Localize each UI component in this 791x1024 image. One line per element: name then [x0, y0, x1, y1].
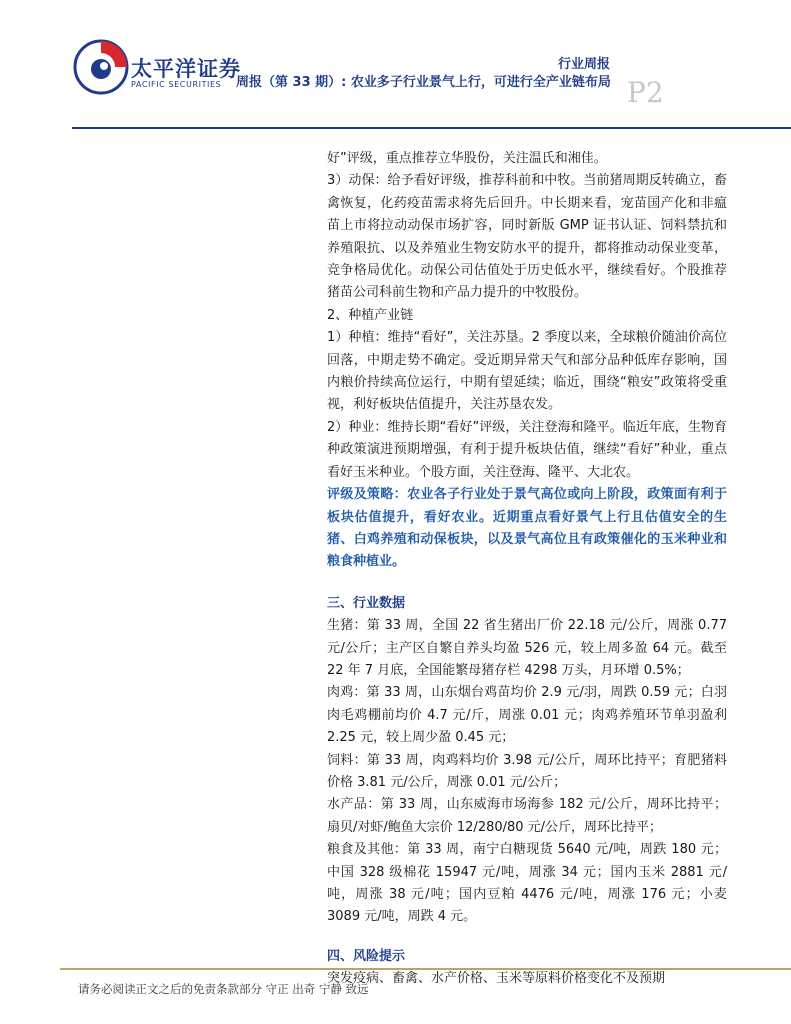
report-title: 周报（第 33 期）: 农业多子行业景气上行，可进行全产业链布局: [236, 75, 611, 90]
rating-strategy: 评级及策略：农业各子行业处于景气高位或向上阶段，政策面有利于板块估值提升，看好农业。近期重点看好景气上行且估值安全的生猪、白鸡养殖和动保板块，以及景气高位且有政策催化的玉米种业和粮食种植业。: [327, 487, 727, 570]
paragraph-planting: 1）种植：维持“看好”，关注苏垦。2 季度以来，全球粮价随油价高位回落，中期走势不确定。受近期异常天气和部分品种低库存影响，国内粮价持续高位运行，中期有望延续；临近，围绕“粮安”政策将受重视，利好板块估值提升，关注苏垦农发。: [327, 330, 727, 413]
brand-name-en: PACIFIC SECURITIES: [131, 80, 222, 89]
footer-divider: [60, 968, 791, 970]
footer: [78, 981, 369, 997]
paragraph-poultry-rating: 好”评级，重点推荐立华股份，关注温氏和湘佳。: [327, 151, 607, 166]
page-number: P2: [627, 76, 664, 109]
disclaimer-note: 请务必阅读正文之后的免责条款部分: [78, 982, 262, 996]
brand-name-cn: 太平洋证券: [131, 57, 241, 81]
data-hog: 生猪：第 33 周，全国 22 省生猪出厂价 22.18 元/公斤，周涨 0.77 元/公斤；主产区自繁自养头均盈 526 元，较上周多盈 64 元。截至 22 年 7 月底，全国能繁母猪存栏 4298 万头，月环增 0.5%；: [327, 618, 727, 678]
section-industry-data-title: 三、行业数据: [327, 595, 406, 611]
data-feed: 饲料：第 33 周，肉鸡料均价 3.98 元/公斤，周环比持平；育肥猪料价格 3.81 元/公斤，周涨 0.01 元/公斤；: [327, 752, 727, 790]
main-content: [327, 148, 727, 991]
header-divider: [72, 127, 791, 129]
pacific-securities-logo-icon: [72, 38, 130, 96]
paragraph-animal-health: 3）动保：给予看好评级，推荐科前和中牧。当前猪周期反转确立，畜禽恢复，化药疫苗需求将先后回升。中长期来看，宠苗国产化和非瘟苗上市将拉动动保市场扩容，同时新版 GMP 证书认证、饲料禁抗和养殖限抗、以及养殖业生物安防水平的提升，都将推动动保业变革，竞争格局优化。动保公司估值处于历史低水平，继续看好。个股推荐猪苗公司科前生物和产品力提升的中牧股份。: [327, 173, 727, 301]
report-type-label: 行业周报: [558, 57, 611, 72]
data-broiler: 肉鸡：第 33 周，山东烟台鸡苗均价 2.9 元/羽，周跌 0.59 元；白羽肉毛鸡棚前均价 4.7 元/斤，周涨 0.01 元；肉鸡养殖环节单羽盈利 2.25 元，较上周少盈 0.45 元；: [327, 685, 727, 746]
section-risk-title: 四、风险提示: [327, 948, 406, 964]
subheading-planting-chain: 2、种植产业链: [327, 307, 414, 323]
data-aquatic: 水产品：第 33 周，山东威海市场海参 182 元/公斤，周环比持平；扇贝/对虾/鲍鱼大宗价 12/280/80 元/公斤，周环比持平；: [327, 797, 727, 835]
company-motto: 守正 出奇 宁静 致远: [265, 982, 369, 996]
data-grain-other: 粮食及其他：第 33 周，南宁白糖现货 5640 元/吨，周跌 180 元；中国 328 级棉花 15947 元/吨，周涨 34 元；国内玉米 2881 元/吨，周涨 38 元/吨；国内豆粕 4476 元/吨，周涨 176 元；小麦 3089 元/吨，周跌 4 元。: [327, 842, 727, 925]
paragraph-seed-industry: 2）种业：维持长期“看好”评级，关注登海和隆平。临近年底，生物育种政策演进预期增强，有利于提升板块估值，继续“看好”种业，重点看好玉米种业。个股方面，关注登海、隆平、大北农。: [327, 419, 727, 480]
risk-text: 突发疫病、畜禽、水产价格、玉米等原料价格变化不及预期: [327, 971, 666, 987]
